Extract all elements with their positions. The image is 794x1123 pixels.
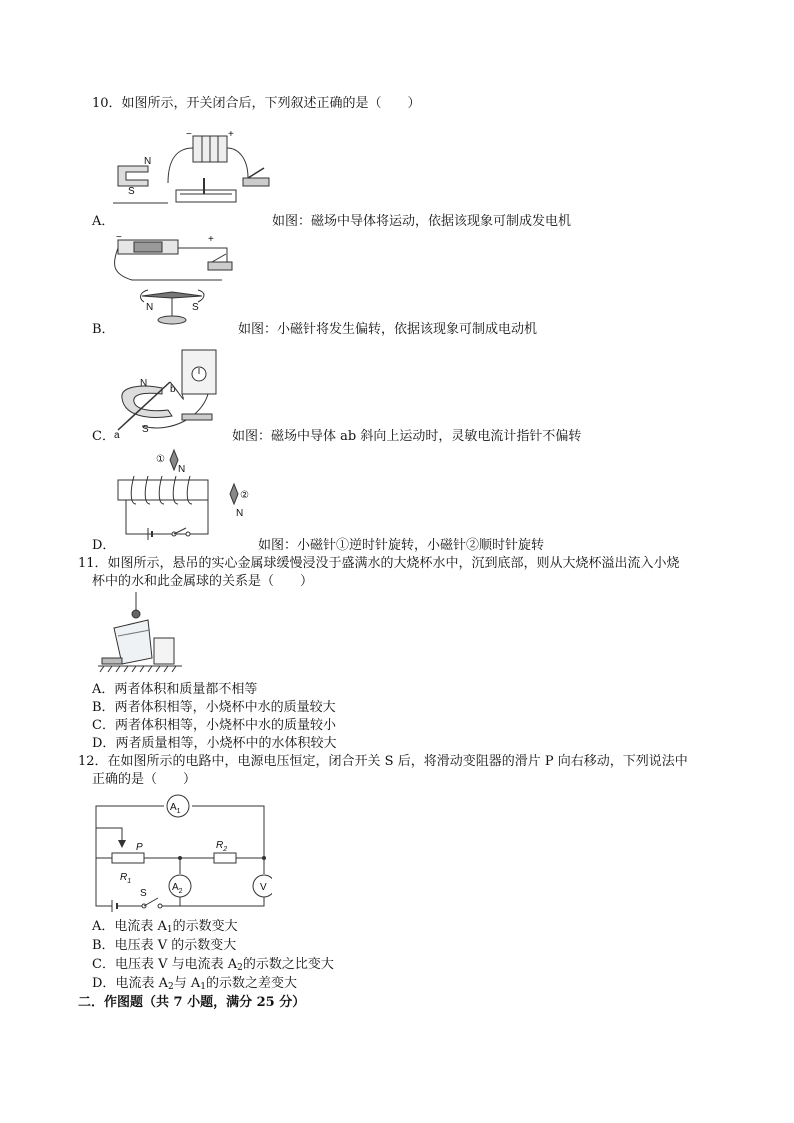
q12-r2-sub: 2 bbox=[223, 846, 228, 853]
q10-option-a-label: A． bbox=[92, 214, 115, 229]
q10-option-c-label: C． bbox=[92, 429, 115, 444]
q12-option-d-post: 的示数之差变大 bbox=[205, 976, 297, 991]
q11-stem-line2: 杯中的水和此金属球的关系是（ ） bbox=[92, 574, 314, 589]
q12-option-d-mid: 与 A bbox=[173, 976, 201, 991]
q12-a2-letter: A bbox=[172, 882, 179, 893]
q10-d-m2-label: ② bbox=[240, 490, 249, 501]
q10-a-n-label: N bbox=[144, 156, 152, 167]
q11-stem-line1: 11．如图所示，悬吊的实心金属球缓慢浸没于盛满水的大烧杯水中，沉到底部，则从大烧杯溢出流入小烧 bbox=[78, 556, 680, 571]
q10-option-c-text: 如图：磁场中导体 ab 斜向上运动时，灵敏电流计指针不偏转 bbox=[232, 429, 582, 444]
q12-option-c-pre: 电压表 V 与电流表 A bbox=[114, 957, 238, 972]
q10-c-b-label: b bbox=[170, 384, 176, 395]
q10-b-plus-label: + bbox=[208, 234, 214, 245]
q10-c-n-label: N bbox=[140, 378, 148, 389]
q10-option-d-label: D． bbox=[92, 538, 116, 553]
q12-stem-line1: 12．在如图所示的电路中，电源电压恒定，闭合开关 S 后，将滑动变阻器的滑片 P 向右移动，下列说法中 bbox=[78, 754, 688, 769]
q10-c-s-label: S bbox=[142, 424, 149, 435]
q11-figure bbox=[96, 592, 186, 674]
q10-figure-d bbox=[112, 446, 262, 542]
q12-r1-label bbox=[120, 872, 131, 885]
q10-d-n1-label: N bbox=[178, 464, 186, 475]
q11-option-c-label: C． bbox=[92, 718, 115, 733]
q10-figure-b bbox=[112, 234, 242, 326]
q10-a-plus-label: + bbox=[228, 129, 234, 140]
q10-option-a-text: 如图：磁场中导体将运动，依据该现象可制成发电机 bbox=[272, 214, 572, 229]
q12-circuit-figure bbox=[92, 794, 272, 916]
q12-option-a-mid: 的示数变大 bbox=[172, 919, 238, 934]
q11-option-d-label: D． bbox=[92, 736, 116, 751]
q11-option-b-text: 两者体积相等，小烧杯中水的质量较大 bbox=[114, 700, 336, 715]
q12-option-d-label: D． bbox=[92, 976, 116, 991]
q10-figure-a bbox=[108, 128, 278, 216]
section2-title: 二．作图题（共 7 小题，满分 25 分） bbox=[78, 995, 306, 1010]
q10-b-n-label: N bbox=[146, 302, 154, 313]
q11-option-a-text: 两者体积和质量都不相等 bbox=[114, 682, 258, 697]
q12-v-label: V bbox=[260, 882, 267, 893]
q12-option-b bbox=[92, 937, 236, 955]
q10-figure-c bbox=[112, 346, 222, 442]
q11-option-c-text: 两者体积相等，小烧杯中水的质量较小 bbox=[114, 718, 336, 733]
q12-option-c-sub1: 2 bbox=[237, 963, 243, 973]
q10-d-m1-label: ① bbox=[156, 454, 165, 465]
q12-a1-letter: A bbox=[170, 802, 177, 813]
q11-option-c bbox=[92, 717, 336, 735]
q12-r2-letter: R bbox=[216, 840, 224, 851]
q11-option-d-text: 两者质量相等，小烧杯中的水体积较大 bbox=[115, 736, 337, 751]
q12-option-b-label: B． bbox=[92, 938, 115, 953]
q12-stem-line2: 正确的是（ ） bbox=[92, 772, 197, 787]
q12-a1-sub: 1 bbox=[176, 808, 181, 815]
q12-option-d bbox=[92, 975, 297, 996]
q10-option-d-text: 如图：小磁针①逆时针旋转，小磁针②顺时针旋转 bbox=[258, 538, 545, 553]
q10-stem: 10．如图所示，开关闭合后，下列叙述正确的是（ ） bbox=[92, 96, 421, 111]
q10-a-s-label: S bbox=[128, 186, 135, 197]
q10-d-n2-label: N bbox=[236, 508, 244, 519]
q12-r2-label bbox=[216, 840, 227, 853]
q11-option-d bbox=[92, 735, 336, 753]
q12-s-label: S bbox=[140, 888, 147, 899]
q12-option-c bbox=[92, 956, 334, 977]
q12-option-a-sub1: 1 bbox=[166, 925, 173, 935]
q10-b-s-label: S bbox=[192, 302, 199, 313]
q10-b-minus-label: − bbox=[116, 234, 122, 243]
q11-option-a-label: A． bbox=[92, 682, 115, 697]
q12-option-a-label: A． bbox=[92, 919, 115, 934]
q12-option-c-mid: 的示数之比变大 bbox=[242, 957, 334, 972]
q11-option-b-label: B． bbox=[92, 700, 115, 715]
q11-option-b bbox=[92, 699, 336, 717]
q10-option-b-text: 如图：小磁针将发生偏转，依据该现象可制成电动机 bbox=[238, 322, 538, 337]
q10-option-b-label: B． bbox=[92, 322, 115, 337]
q12-option-d-sub1: 2 bbox=[167, 982, 174, 992]
q12-r1-letter: R bbox=[120, 872, 128, 883]
q12-option-b-pre: 电压表 V 的示数变大 bbox=[114, 938, 237, 953]
q12-option-c-label: C． bbox=[92, 957, 115, 972]
q11-option-a bbox=[92, 681, 257, 699]
q12-a2-sub: 2 bbox=[178, 888, 183, 895]
q12-option-d-pre: 电流表 A bbox=[115, 976, 168, 991]
q12-option-d-sub2: 1 bbox=[200, 982, 206, 992]
q12-option-a-pre: 电流表 A bbox=[114, 919, 167, 934]
q10-a-minus-label: − bbox=[186, 129, 192, 140]
q12-p-label: P bbox=[136, 842, 143, 853]
q12-r1-sub: 1 bbox=[127, 878, 132, 885]
q12-option-a bbox=[92, 918, 238, 939]
q10-c-a-label: a bbox=[114, 430, 120, 441]
